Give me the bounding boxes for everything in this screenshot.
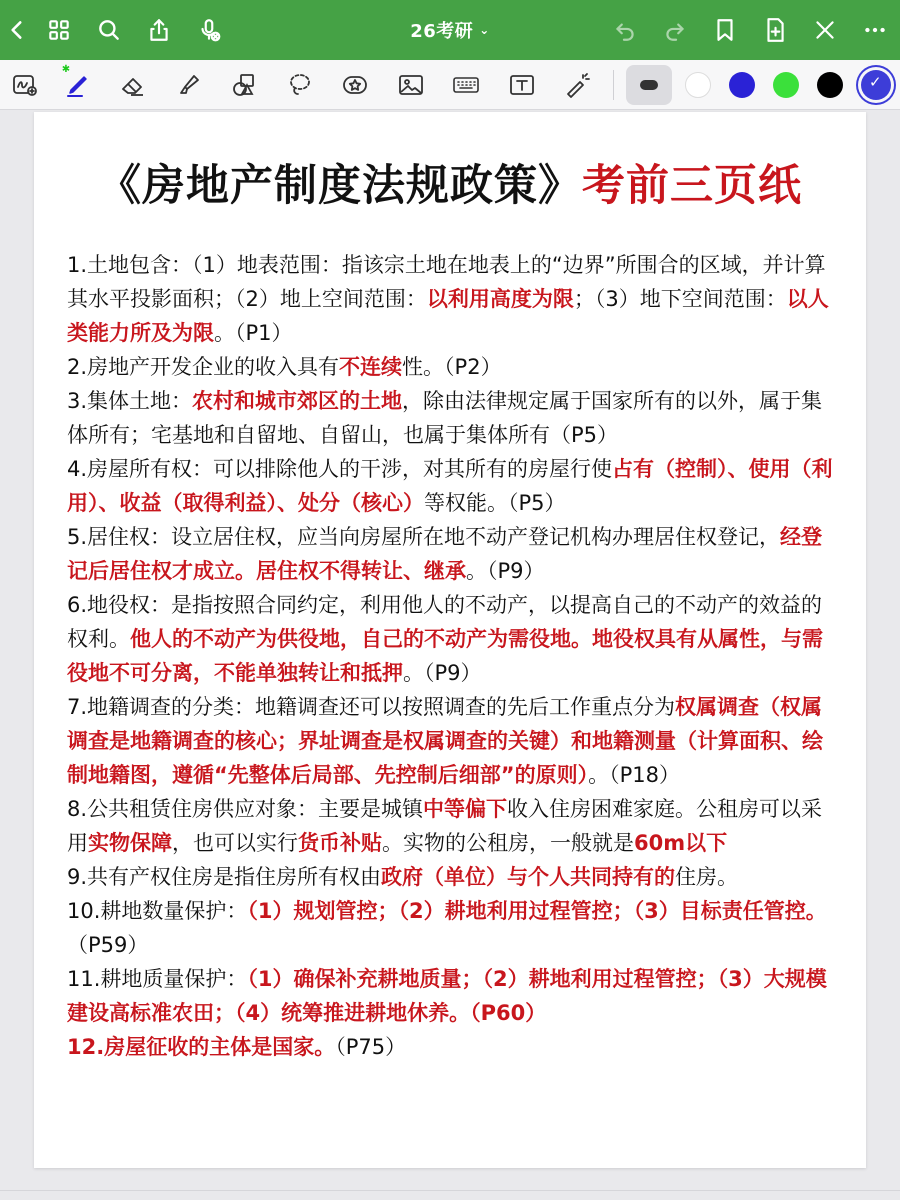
zoom-scribble-icon[interactable] [0, 60, 50, 110]
pen-thickness-button[interactable] [626, 65, 672, 105]
list-item [67, 350, 842, 384]
item-text: ，也可以实行 [172, 831, 298, 855]
item-highlight: 不连续 [339, 355, 403, 379]
list-item [67, 520, 842, 588]
text-box-icon[interactable] [494, 60, 550, 110]
list-item [67, 894, 842, 962]
color-palette [626, 65, 900, 105]
item-text: 。（P18） [588, 763, 680, 787]
item-text: 7.地籍调查的分类：地籍调查还可以按照调查的先后工作重点分为 [67, 695, 676, 719]
item-highlight: 以利用高度为限 [426, 287, 574, 311]
list-item [67, 690, 842, 792]
notebook-title-dropdown[interactable] [350, 0, 550, 60]
item-text: 5.居住权：设立居住权，应当向房屋所在地不动产登记机构办理居住权登记， [67, 525, 781, 549]
mic-off-icon[interactable] [184, 0, 234, 60]
chevron-down-icon: ⌄ [479, 23, 490, 37]
item-text: ；（3）地下空间范围： [573, 287, 787, 311]
item-text: 。（P9） [403, 661, 482, 685]
redo-icon[interactable] [650, 0, 700, 60]
undo-icon[interactable] [600, 0, 650, 60]
item-highlight: 政府（单位）与个人共同持有的 [381, 865, 676, 889]
color-swatch-black[interactable] [817, 72, 843, 98]
list-item [67, 248, 842, 350]
title-main: 《房地产制度法规政策》 [98, 161, 582, 211]
item-highlight: （1）规划管控；（2）耕地利用过程管控；（3）目标责任管控。 [247, 899, 827, 923]
item-text: 。实物的公租房，一般就是 [382, 831, 634, 855]
page-title [34, 152, 866, 213]
item-text: （P59） [67, 933, 149, 957]
item-text: ，除由法律规定属于国家所有的以外，属于集体所有；宅基地和自留地、自留山，也属于集体所有（P5） [67, 389, 823, 447]
app-top-bar [0, 0, 900, 60]
back-icon[interactable] [0, 0, 34, 60]
list-item [67, 452, 842, 520]
item-text: 4.房屋所有权：可以排除他人的干涉，对其所有的房屋行使 [67, 457, 613, 481]
list-item [67, 962, 842, 1030]
item-text: 等权能。（P5） [424, 491, 566, 515]
list-item [67, 384, 842, 452]
drawing-toolbar [0, 60, 900, 110]
item-text: 9.共有产权住房是指住房所有权由 [67, 865, 382, 889]
sticker-icon[interactable] [327, 60, 383, 110]
item-highlight: 实物保障 [88, 831, 172, 855]
item-text: 性。（P2） [402, 355, 502, 379]
bookmark-icon[interactable] [700, 0, 750, 60]
item-highlight: 农村和城市郊区的土地 [192, 389, 403, 413]
list-item [67, 588, 842, 690]
item-text: 。（P9） [466, 559, 545, 583]
eraser-icon[interactable] [105, 60, 161, 110]
pen-thickness-preview [640, 80, 658, 90]
notes-content [67, 248, 842, 1064]
highlighter-icon[interactable] [161, 60, 217, 110]
item-text: 6.地役权：是指按照合同约定，利用他人的不动产，以提高自己的不动产的效益的权利。 [67, 593, 823, 651]
list-item [67, 792, 842, 860]
item-text: 11.耕地质量保护： [67, 967, 248, 991]
item-text: 10.耕地数量保护： [67, 899, 248, 923]
item-text: 2.房地产开发企业的收入具有 [67, 355, 340, 379]
share-icon[interactable] [134, 0, 184, 60]
item-highlight: 权属调查（权属调查是地籍调查的核心；界址调查是权属调查的关键）和地籍测量（计算面积、绘制地籍图，遵循“先整体后局部、先控制后细部”的原则） [67, 695, 823, 787]
bottom-divider [0, 1190, 900, 1191]
laser-pointer-icon[interactable] [550, 60, 606, 110]
keyboard-icon[interactable] [439, 60, 495, 110]
item-highlight: 12.房屋征收的主体是国家。 [67, 1035, 336, 1059]
item-highlight: （1）确保补充耕地质量；（2）耕地利用过程管控；（3）大规模建设高标准农田；（4）统筹推进耕地休养。（P60） [67, 967, 827, 1025]
item-highlight: 中等偏下 [423, 797, 508, 821]
color-swatch-green[interactable] [773, 72, 799, 98]
list-item [67, 860, 842, 894]
image-icon[interactable] [383, 60, 439, 110]
add-page-icon[interactable] [750, 0, 800, 60]
pen-icon[interactable] [50, 60, 106, 110]
title-highlight: 考前三页纸 [582, 161, 802, 211]
toolbar-divider [613, 70, 614, 100]
item-text: 住房。 [675, 865, 739, 889]
item-text: （P75） [335, 1035, 407, 1059]
color-swatch-white[interactable] [685, 72, 711, 98]
close-icon[interactable] [800, 0, 850, 60]
item-highlight: 他人的不动产为供役地，自己的不动产为需役地。地役权具有从属性，与需役地不可分离，不能单独转让和抵押 [67, 627, 823, 685]
color-swatch-selected-blue[interactable] [861, 70, 891, 100]
lasso-icon[interactable] [272, 60, 328, 110]
item-text: 。（P1） [214, 321, 293, 345]
item-highlight: 以人类能力所及为限 [67, 287, 829, 345]
item-highlight: 60m以下 [634, 831, 728, 855]
bluetooth-icon: ✱ [61, 63, 71, 75]
item-highlight: 占有（控制）、使用（利用）、收益（取得利益）、处分（核心） [67, 457, 833, 515]
search-icon[interactable] [84, 0, 134, 60]
notebook-page[interactable] [34, 112, 866, 1168]
item-highlight: 经登记后居住权才成立。居住权不得转让、继承 [67, 525, 823, 583]
notebook-title: 26考研 [410, 21, 474, 42]
item-text: 收入住房困难家庭。公租房可以采用 [67, 797, 823, 855]
list-item [67, 1030, 842, 1064]
grid-icon[interactable] [34, 0, 84, 60]
item-highlight: 货币补贴 [298, 831, 382, 855]
color-swatch-blue[interactable] [729, 72, 755, 98]
more-icon[interactable] [850, 0, 900, 60]
item-text: 1.土地包含：（1）地表范围：指该宗土地在地表上的“边界”所围合的区域，并计算其水平投影面积；（2）地上空间范围： [67, 253, 826, 311]
item-text: 8.公共租赁住房供应对象：主要是城镇 [67, 797, 424, 821]
shapes-icon[interactable] [216, 60, 272, 110]
item-text: 3.集体土地： [67, 389, 193, 413]
